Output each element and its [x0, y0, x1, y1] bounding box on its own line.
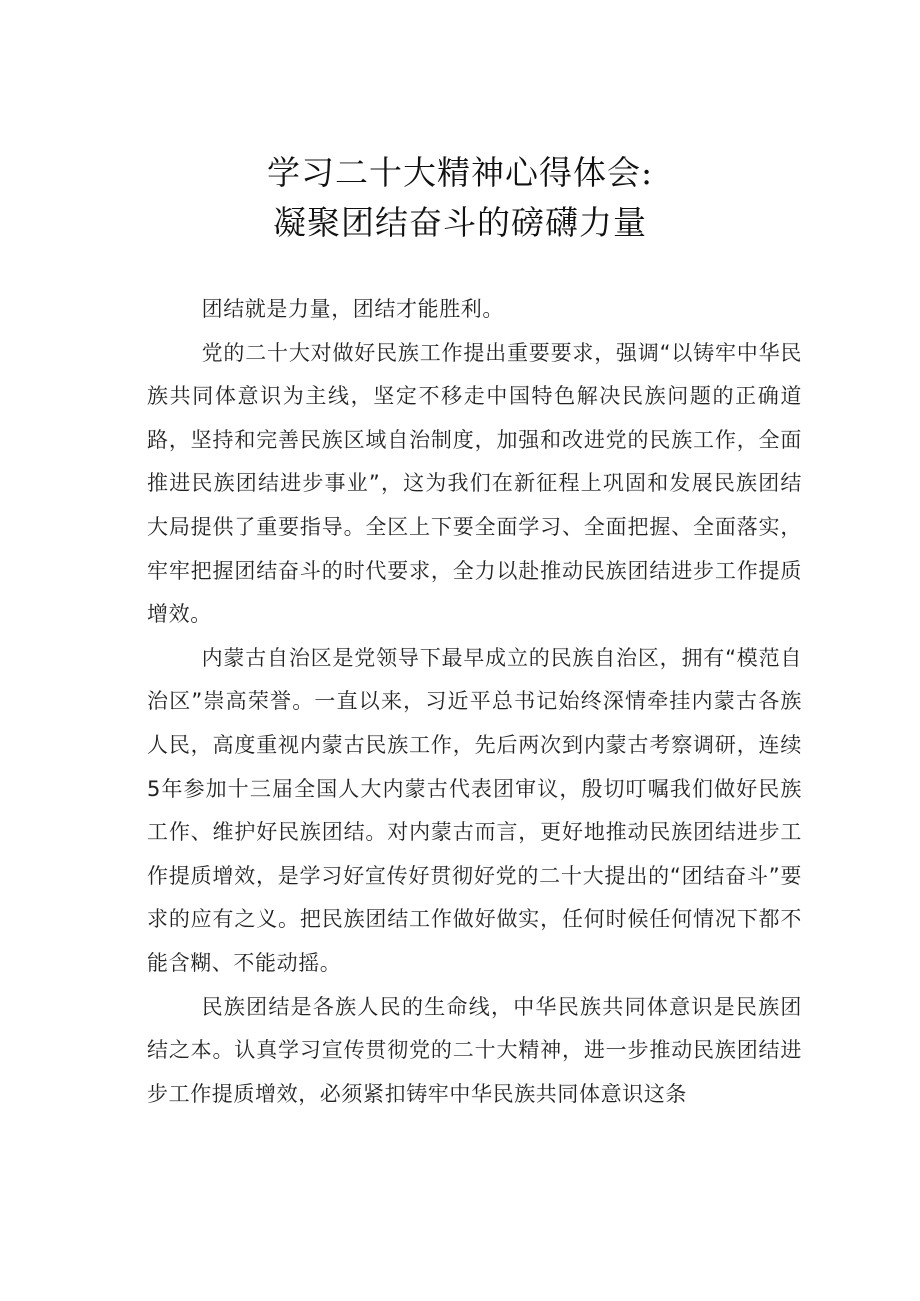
paragraph-4: 民族团结是各族人民的生命线，中华民族共同体意识是民族团结之本。认真学习宣传贯彻党的二十大精神，进一步推动民族团结进步工作提质增效，必须紧扣铸牢中华民族共同体意识这条	[147, 994, 802, 1106]
paragraph-3: 内蒙古自治区是党领导下最早成立的民族自治区，拥有“模范自治区”崇高荣誉。一直以来，习近平总书记始终深情牵挂内蒙古各族人民，高度重视内蒙古民族工作，先后两次到内蒙古考察调研，连续5年参加十三届全国人大内蒙古代表团审议，殷切叮嘱我们做好民族工作、维护好民族团结。对内蒙古而言，更好地推动民族团结进步工作提质增效，是学习好宣传好贯彻好党的二十大提出的“团结奋斗”要求的应有之义。把民族团结工作做好做实，任何时候任何情况下都不能含糊、不能动摇。	[147, 645, 802, 975]
document-body	[147, 288, 802, 1116]
paragraph-1: 团结就是力量，团结才能胜利。	[201, 297, 504, 321]
document-title-line-2: 凝聚团结奋斗的磅礴力量	[273, 203, 647, 242]
document-title-line-1: 学习二十大精神心得体会:	[266, 153, 654, 192]
paragraph-2: 党的二十大对做好民族工作提出重要要求，强调“以铸牢中华民族共同体意识为主线，坚定不移走中国特色解决民族问题的正确道路，坚持和完善民族区域自治制度，加强和改进党的民族工作，全面推进民族团结进步事业”，这为我们在新征程上巩固和发展民族团结大局提供了重要指导。全区上下要全面学习、全面把握、全面落实，牢牢把握团结奋斗的时代要求，全力以赴推动民族团结进步工作提质增效。	[147, 340, 802, 627]
